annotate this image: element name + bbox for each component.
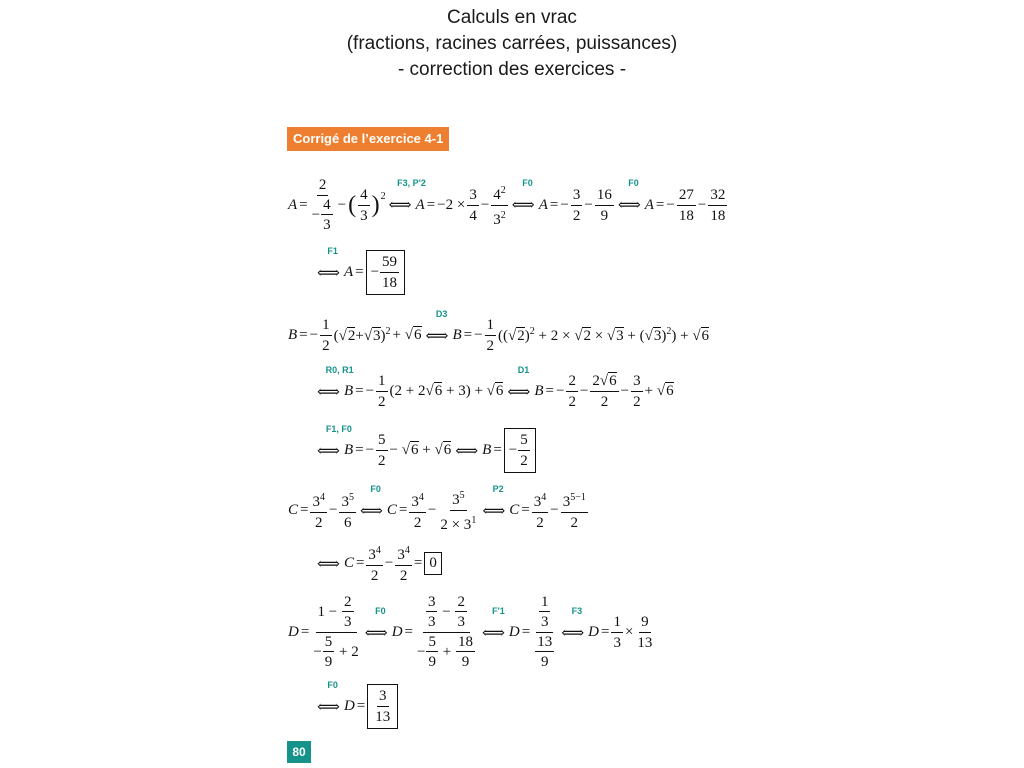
rule-label: P2 bbox=[492, 483, 504, 494]
equivalence-arrow: ⟺ R0, R1 bbox=[317, 364, 354, 401]
rule-label: F1, F0 bbox=[325, 423, 352, 434]
rule-label: F0 bbox=[522, 178, 533, 188]
rule-label: R0, R1 bbox=[325, 364, 354, 375]
rule-label: F0 bbox=[370, 483, 381, 494]
equivalence-arrow: ⟺ F0 bbox=[317, 679, 340, 716]
result-box-b: − $\frac{5}{2}$ bbox=[504, 428, 536, 473]
equivalence-arrow: ⟺ F0 bbox=[359, 483, 383, 520]
result-box-d: $\frac{3}{13}$ bbox=[367, 684, 398, 729]
equivalence-arrow: ⟺ bbox=[317, 555, 340, 573]
rule-label: F0 bbox=[375, 605, 386, 616]
equivalence-arrow: ⟺ F3 bbox=[561, 605, 585, 642]
equivalence-arrow: ⟺ bbox=[455, 442, 479, 460]
result-box-c: 0 bbox=[424, 552, 442, 575]
page-subtitle-2: - correction des exercices - bbox=[397, 59, 627, 80]
equivalence-arrow: ⟺ D3 bbox=[425, 308, 449, 345]
equivalence-arrow: ⟺ F0 bbox=[364, 605, 388, 642]
equation-b-line-1: B = − $\frac{1}{2}$ $(√2+√3)^2$ + √6 ⟺ D3 B = − $\frac{1}{2}$ $((√2)^2 + 2 \times √2 \times √3 + (√3)^2) + √6$ bbox=[288, 308, 710, 354]
equivalence-arrow: ⟺ D1 bbox=[507, 364, 531, 401]
rule-label: F3, P'2 bbox=[397, 178, 426, 188]
equation-a-line-1: A = 2 − $\frac{4}{3}$ − ( $\frac{4}{3}$ ) $^2$ ⟺ F3, P'2 A = −2 × $\frac{3}{4}$ − $\frac{4^2}{3^2}$ ⟺ F0 A = − $\frac{3}{2}$ − $\frac{16}{9}$ ⟺ F0 A = − $\frac{27}{18}$ − $\frac{32}{18}$ bbox=[288, 177, 726, 233]
equivalence-arrow: ⟺ F1, F0 bbox=[317, 423, 352, 460]
equation-a-line-2: ⟺ F1 A = − $\frac{59}{18}$ bbox=[314, 250, 406, 295]
rule-label: F0 bbox=[628, 178, 639, 188]
section-badge: Corrigé de l’exercice 4-1 bbox=[287, 127, 449, 151]
rule-label: F1 bbox=[327, 245, 338, 256]
equation-b-line-3: ⟺ F1, F0 B = − $\frac{5}{2}$ − √6 + √6 ⟺ B = − $\frac{5}{2}$ bbox=[314, 428, 537, 473]
equivalence-arrow: ⟺ P2 bbox=[482, 483, 506, 520]
equation-d-line-2: ⟺ F0 D = $\frac{3}{13}$ bbox=[314, 684, 399, 729]
equation-b-line-2: ⟺ R0, R1 B = − $\frac{1}{2}$ (2 + 2√6 + 3) + √6 ⟺ D1 B = − $\frac{2}{2}$ − $\frac{2√6}{2}$ − $\frac{3}{2}$ + √6 bbox=[317, 364, 674, 410]
equivalence-arrow: ⟺ F3, P'2 bbox=[388, 178, 426, 214]
rule-label: F3 bbox=[571, 605, 583, 616]
page-number: 80 bbox=[287, 741, 311, 763]
rule-label: D1 bbox=[517, 364, 530, 375]
equivalence-arrow: ⟺ F'1 bbox=[481, 605, 505, 642]
rule-label: F0 bbox=[327, 679, 338, 690]
equation-d-line-1: D = 1 − $\frac{2}{3}$ − $\frac{5}{9}$ + 2 ⟺ F0 D = $\frac{3}{3}$ − $\frac{2}{3}$ − $\frac{5}{9}$ + $\frac{18}{9}$ ⟺ F'1 D = $\frac{\frac{1}{3}}{\frac{13}{9}}$ ⟺ F3 D = $\frac{1}{3}$ × $\frac{9}{13}$ bbox=[288, 594, 653, 670]
rule-label: D3 bbox=[435, 308, 448, 319]
equation-c-line-1: C = $\frac{3^4}{2}$ − $\frac{3^5}{6}$ ⟺ F0 C = $\frac{3^4}{2}$ − $\frac{3^5}{2 \times 3^1}$ ⟺ P2 C = $\frac{3^4}{2}$ − $\frac{3^{5-1}}{2}$ bbox=[288, 483, 586, 533]
equivalence-arrow: ⟺ F0 bbox=[511, 178, 535, 214]
result-box-a: − $\frac{59}{18}$ bbox=[366, 250, 405, 295]
page-subtitle: (fractions, racines carrées, puissances) bbox=[346, 33, 678, 54]
page-title: Calculs en vrac bbox=[447, 7, 577, 28]
equation-c-line-2: ⟺ C = $\frac{3^4}{2}$ − $\frac{3^4}{2}$ = 0 bbox=[314, 542, 443, 585]
equivalence-arrow: ⟺ F0 bbox=[617, 178, 641, 214]
equivalence-arrow: ⟺ F1 bbox=[317, 245, 340, 282]
rule-label: F'1 bbox=[492, 605, 505, 616]
